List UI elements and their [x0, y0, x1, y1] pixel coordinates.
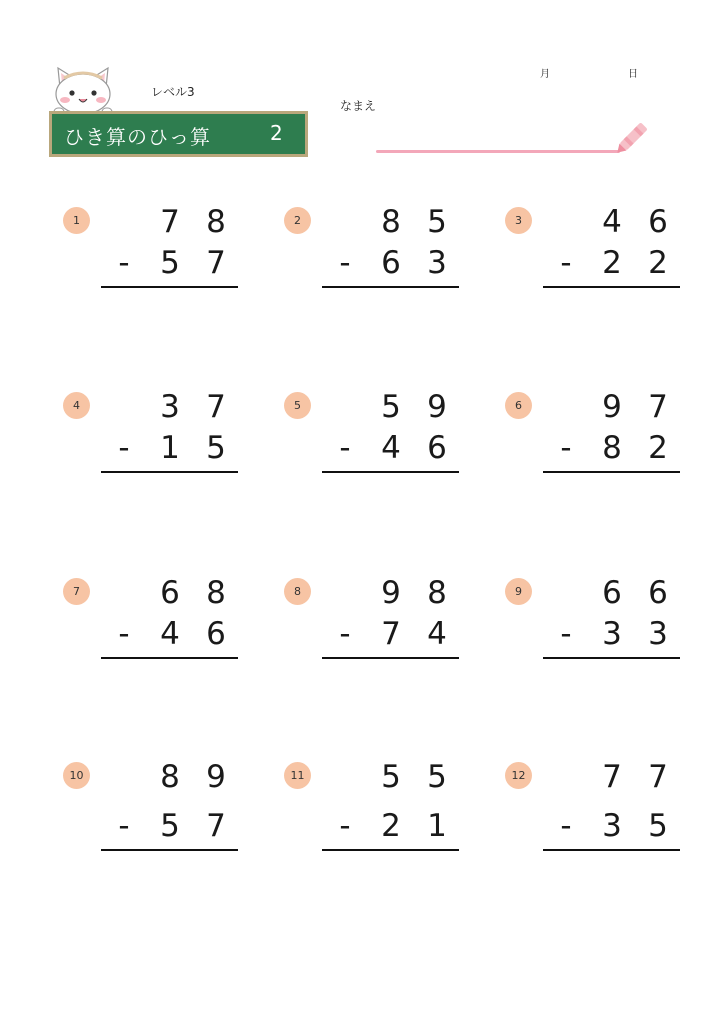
problem-number-badge: 11 [284, 762, 311, 789]
minus-sign: - [118, 245, 130, 281]
answer-line[interactable] [101, 286, 238, 288]
minuend-tens-digit: 9 [602, 389, 622, 425]
minuend-tens-digit: 5 [381, 759, 401, 795]
minuend-tens-digit: 7 [160, 204, 180, 240]
minuend-tens-digit: 6 [160, 575, 180, 611]
subtrahend-ones-digit: 2 [648, 245, 668, 281]
subtrahend-tens-digit: 2 [381, 808, 401, 844]
subtrahend-ones-digit: 5 [648, 808, 668, 844]
problem-4 [63, 389, 248, 502]
level-label: レベル3 [151, 85, 195, 99]
answer-line[interactable] [322, 849, 459, 851]
answer-line[interactable] [322, 471, 459, 473]
answer-line[interactable] [322, 286, 459, 288]
minuend-tens-digit: 8 [381, 204, 401, 240]
page-title: ひき算のひっ算 [64, 125, 211, 149]
problem-3 [505, 204, 690, 317]
subtrahend-ones-digit: 3 [427, 245, 447, 281]
subtrahend [63, 808, 248, 844]
subtrahend [284, 616, 469, 652]
minuend-ones-digit: 8 [206, 204, 226, 240]
answer-line[interactable] [101, 657, 238, 659]
problem-number-badge: 12 [505, 762, 532, 789]
subtrahend-tens-digit: 3 [602, 808, 622, 844]
subtrahend-ones-digit: 5 [206, 430, 226, 466]
subtrahend [63, 616, 248, 652]
problem-number-badge: 8 [284, 578, 311, 605]
minuend [63, 759, 248, 795]
subtrahend-tens-digit: 7 [381, 616, 401, 652]
minuend-tens-digit: 4 [602, 204, 622, 240]
minus-sign: - [118, 430, 130, 466]
subtrahend [63, 245, 248, 281]
minuend-ones-digit: 9 [427, 389, 447, 425]
minuend [63, 575, 248, 611]
problem-number-badge: 5 [284, 392, 311, 419]
worksheet-number: 2 [270, 121, 283, 145]
minuend-ones-digit: 5 [427, 204, 447, 240]
subtrahend-tens-digit: 4 [160, 616, 180, 652]
minuend [63, 204, 248, 240]
problem-12 [505, 759, 690, 872]
subtrahend-ones-digit: 7 [206, 245, 226, 281]
subtrahend [505, 430, 690, 466]
problem-10 [63, 759, 248, 872]
subtrahend-ones-digit: 6 [206, 616, 226, 652]
subtrahend-tens-digit: 4 [381, 430, 401, 466]
subtrahend-ones-digit: 1 [427, 808, 447, 844]
minuend-ones-digit: 9 [206, 759, 226, 795]
problem-8 [284, 575, 469, 688]
minus-sign: - [560, 808, 572, 844]
minuend [505, 575, 690, 611]
minuend [284, 759, 469, 795]
minuend-ones-digit: 6 [648, 204, 668, 240]
minuend-ones-digit: 7 [648, 389, 668, 425]
answer-line[interactable] [101, 471, 238, 473]
answer-line[interactable] [543, 471, 680, 473]
problem-number-badge: 1 [63, 207, 90, 234]
answer-line[interactable] [543, 286, 680, 288]
minuend [284, 389, 469, 425]
subtrahend [63, 430, 248, 466]
subtrahend [505, 616, 690, 652]
problem-5 [284, 389, 469, 502]
problem-9 [505, 575, 690, 688]
problem-number-badge: 7 [63, 578, 90, 605]
minuend [505, 204, 690, 240]
subtrahend-ones-digit: 6 [427, 430, 447, 466]
problem-number-badge: 4 [63, 392, 90, 419]
minuend-tens-digit: 9 [381, 575, 401, 611]
minus-sign: - [339, 430, 351, 466]
subtrahend-tens-digit: 3 [602, 616, 622, 652]
subtrahend [505, 808, 690, 844]
minuend [505, 389, 690, 425]
minuend [284, 204, 469, 240]
minus-sign: - [560, 430, 572, 466]
subtrahend-ones-digit: 2 [648, 430, 668, 466]
minus-sign: - [339, 808, 351, 844]
minuend-tens-digit: 5 [381, 389, 401, 425]
subtrahend [284, 808, 469, 844]
answer-line[interactable] [322, 657, 459, 659]
minuend-ones-digit: 7 [648, 759, 668, 795]
problem-2 [284, 204, 469, 317]
subtrahend-tens-digit: 6 [381, 245, 401, 281]
minuend-tens-digit: 8 [160, 759, 180, 795]
answer-line[interactable] [543, 657, 680, 659]
problem-7 [63, 575, 248, 688]
problem-6 [505, 389, 690, 502]
problem-number-badge: 6 [505, 392, 532, 419]
minuend-ones-digit: 8 [206, 575, 226, 611]
subtrahend-tens-digit: 5 [160, 245, 180, 281]
subtrahend-ones-digit: 7 [206, 808, 226, 844]
minus-sign: - [560, 245, 572, 281]
minuend [505, 759, 690, 795]
problem-1 [63, 204, 248, 317]
subtrahend-ones-digit: 3 [648, 616, 668, 652]
minuend-tens-digit: 3 [160, 389, 180, 425]
minuend-ones-digit: 6 [648, 575, 668, 611]
answer-line[interactable] [101, 849, 238, 851]
minus-sign: - [339, 616, 351, 652]
minuend [284, 575, 469, 611]
subtrahend-tens-digit: 5 [160, 808, 180, 844]
problem-number-badge: 2 [284, 207, 311, 234]
minus-sign: - [560, 616, 572, 652]
problem-number-badge: 10 [63, 762, 90, 789]
subtrahend-ones-digit: 4 [427, 616, 447, 652]
problem-11 [284, 759, 469, 872]
name-label: なまえ [340, 99, 377, 113]
problem-number-badge: 3 [505, 207, 532, 234]
subtrahend [284, 430, 469, 466]
minuend-ones-digit: 7 [206, 389, 226, 425]
minuend-tens-digit: 6 [602, 575, 622, 611]
subtrahend-tens-digit: 2 [602, 245, 622, 281]
problem-number-badge: 9 [505, 578, 532, 605]
month-label: 月 [540, 69, 550, 80]
subtrahend [505, 245, 690, 281]
subtrahend-tens-digit: 8 [602, 430, 622, 466]
subtrahend [284, 245, 469, 281]
minuend-ones-digit: 8 [427, 575, 447, 611]
minuend [63, 389, 248, 425]
day-label: 日 [628, 69, 638, 80]
minus-sign: - [118, 808, 130, 844]
minuend-tens-digit: 7 [602, 759, 622, 795]
minus-sign: - [339, 245, 351, 281]
answer-line[interactable] [543, 849, 680, 851]
minuend-ones-digit: 5 [427, 759, 447, 795]
subtrahend-tens-digit: 1 [160, 430, 180, 466]
minus-sign: - [118, 616, 130, 652]
